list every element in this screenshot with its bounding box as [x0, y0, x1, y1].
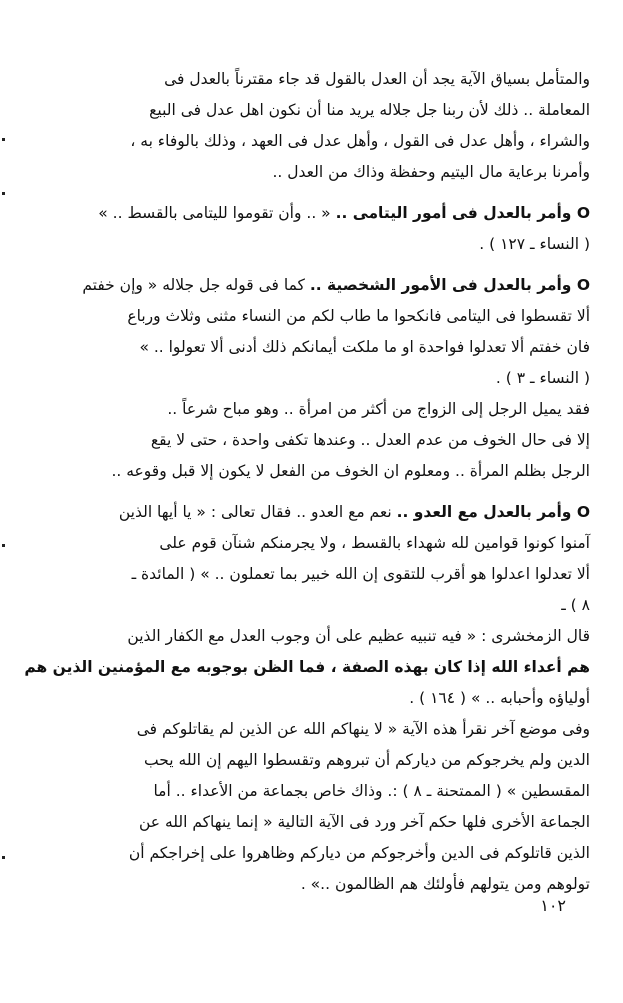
- text-line: ألا تعدلوا اعدلوا هو أقرب للتقوى إن الله خبير بما تعملون .. » ( المائدة ـ: [131, 565, 590, 583]
- scan-mark: [2, 192, 5, 195]
- paragraph-mumtahana: [30, 714, 590, 900]
- text-line: أولياؤه وأحبابه .. » ( ١٦٤ ) .: [409, 689, 590, 707]
- text-line: [30, 497, 590, 528]
- text-line: والشراء ، وأهل عدل فى القول ، وأهل عدل فى العهد ، وذلك بالوفاء به ،: [130, 132, 590, 150]
- paragraph-intro: [30, 64, 590, 188]
- paragraph-orphans: [30, 198, 590, 260]
- text-line: [30, 270, 590, 301]
- scan-mark: [2, 856, 5, 859]
- paragraph-zamakhshari: [24, 621, 590, 714]
- bullet-heading: O وأمر بالعدل فى الأمور الشخصية ..: [309, 276, 590, 294]
- scan-mark: [2, 544, 5, 547]
- text-line: الدين ولم يخرجوكم من دياركم أن تبروهم وتقسطوا اليهم إن الله يحب: [144, 751, 590, 769]
- text-line: [30, 198, 590, 229]
- text-line: إلا فى حال الخوف من عدم العدل .. وعندها تكفى واحدة ، حتى لا يقع: [150, 431, 590, 449]
- text-line: وفى موضع آخر نقرأ هذه الآية « لا ينهاكم الله عن الذين لم يقاتلوكم فى: [136, 720, 590, 738]
- text-line: تولوهم ومن يتولهم فأولئك هم الظالمون ..» .: [300, 875, 590, 893]
- text-line: آمنوا كونوا قوامين لله شهداء بالقسط ، ولا يجرمنكم شنآن قوم على: [159, 534, 590, 552]
- text-line: الجماعة الأخرى فلها حكم آخر ورد فى الآية التالية « إنما ينهاكم الله عن: [138, 813, 590, 831]
- paragraph-enemy: [30, 497, 590, 621]
- text-run: نعم مع العدو .. فقال تعالى : « يا أيها الذين: [118, 503, 397, 521]
- text-line: الذين قاتلوكم فى الدين وأخرجوكم من دياركم وظاهروا على إخراجكم أن: [128, 844, 590, 862]
- text-line: ٨ ) ـ: [561, 596, 590, 614]
- text-line: والمتأمل بسياق الآية يجد أن العدل بالقول قد جاء مقترناً بالعدل فى: [164, 70, 590, 88]
- text-run: « .. وأن تقوموا لليتامى بالقسط .. »: [98, 204, 336, 222]
- text-line: ( النساء ـ ٣ ) .: [495, 369, 590, 387]
- page-body: [24, 64, 590, 900]
- page-number: ١٠٢: [540, 896, 566, 915]
- text-line: ألا تقسطوا فى اليتامى فانكحوا ما طاب لكم من النساء مثنى وثلاث ورباع: [127, 307, 590, 325]
- text-line: المعاملة .. ذلك لأن ربنا جل جلاله يريد منا أن نكون اهل عدل فى البيع: [149, 101, 590, 119]
- text-line: الرجل بظلم المرأة .. ومعلوم ان الخوف من الفعل لا يكون إلا قبل وقوعه ..: [111, 462, 590, 480]
- paragraph-marriage: [30, 394, 590, 487]
- text-line: قال الزمخشرى : « فيه تنبيه عظيم على أن وجوب العدل مع الكفار الذين: [127, 627, 590, 645]
- bullet-heading: O وأمر بالعدل فى أمور اليتامى ..: [335, 204, 590, 222]
- bullet-heading: O وأمر بالعدل مع العدو ..: [396, 503, 590, 521]
- text-line: المقسطين » ( الممتحنة ـ ٨ ) :. وذاك خاص بجماعة من الأعداء .. أما: [153, 782, 590, 800]
- text-run: كما فى قوله جل جلاله « وإن خفتم: [82, 276, 310, 294]
- text-line: فان خفتم ألا تعدلوا فواحدة او ما ملكت أيمانكم ذلك أدنى ألا تعولوا .. »: [139, 338, 590, 356]
- text-line: هم أعداء الله إذا كان بهذه الصفة ، فما الظن بوجوبه مع المؤمنين الذين هم: [24, 658, 590, 676]
- scan-mark: [2, 138, 5, 141]
- text-line: ( النساء ـ ١٢٧ ) .: [479, 235, 590, 253]
- text-line: فقد يميل الرجل إلى الزواج من أكثر من امرأة .. وهو مباح شرعاً ..: [167, 400, 590, 418]
- text-line: وأمرنا برعاية مال اليتيم وحفظة وذاك من العدل ..: [272, 163, 590, 181]
- paragraph-personal: [30, 270, 590, 394]
